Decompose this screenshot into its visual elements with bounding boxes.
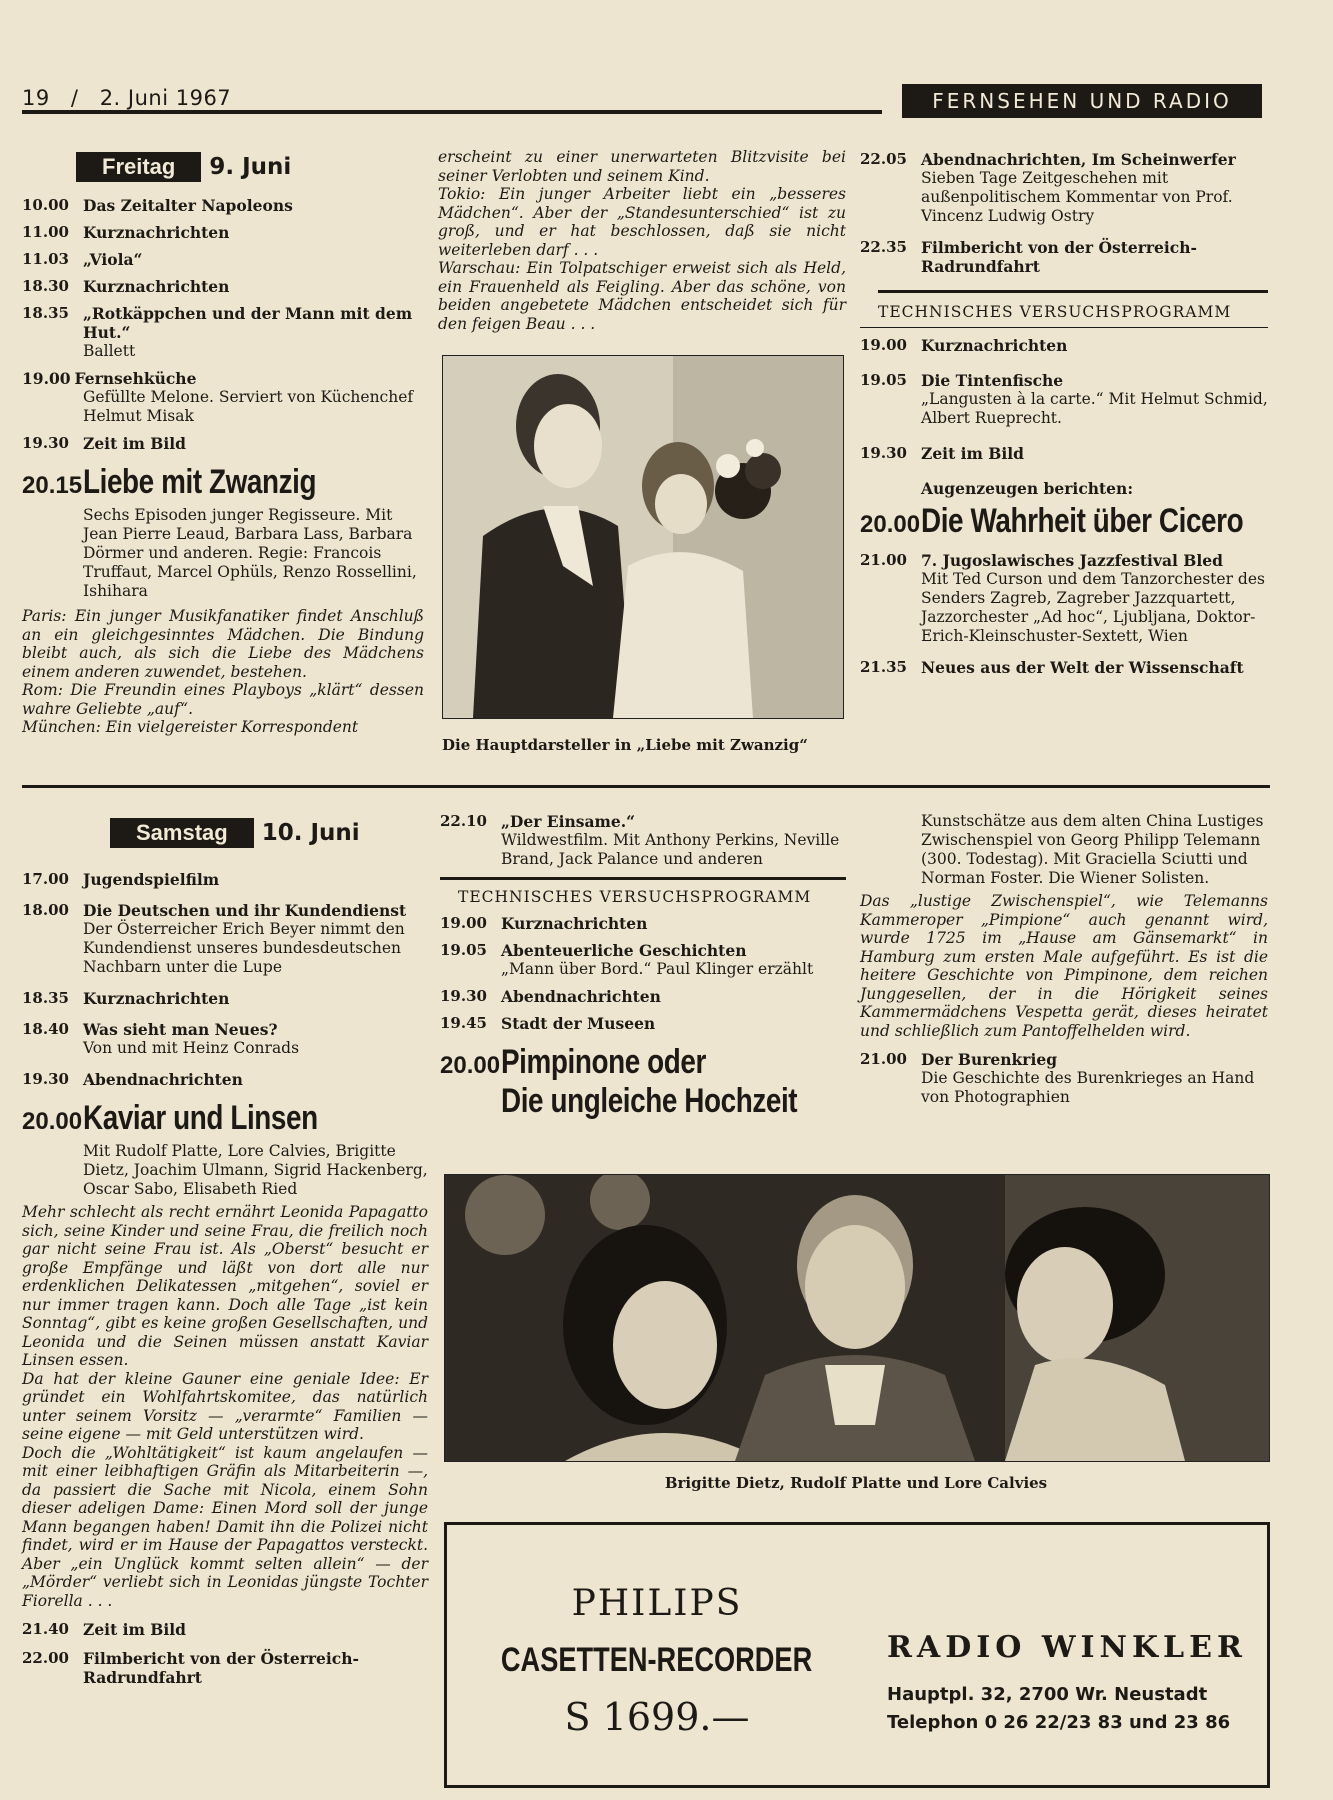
- program-entry: 18.35 „Rotkäppchen und der Mann mit dem Hut.“: [22, 304, 413, 342]
- feature-heading: [22, 463, 424, 502]
- ad-price: S 1699.—: [564, 1695, 750, 1739]
- program-entry: 21.40 Zeit im Bild: [22, 1620, 187, 1639]
- program-subtitle: Wildwestfilm. Mit Anthony Perkins, Neville Brand, Jack Palance und anderen: [501, 831, 840, 868]
- feature-text: Paris: Ein junger Musikfanatiker findet Anschluß an ein gleichgesinntes Mädchen. Die Bindung bleibt auch, als sich die Liebe des Mädchens einem anderen zuwendet, bestehen.: [22, 607, 424, 681]
- friday-column-1: [22, 152, 424, 737]
- program-entry: 21.35 Neues aus der Welt der Wissenschaft: [860, 658, 1244, 677]
- photo-image: [445, 1175, 1269, 1461]
- feature-title: Die Wahrheit über Cicero: [921, 502, 1244, 540]
- day-date: 10. Juni: [261, 820, 360, 846]
- divider: [860, 327, 1268, 328]
- program-description: Kunstschätze aus dem alten China Lustiges Zwischenspiel von Georg Philipp Telemann (300. Todestag). Mit Graciella Sciutti und Norman Foster. Die Wiener Solisten.: [921, 812, 1264, 887]
- program-entry: 21.00 Der Burenkrieg: [860, 1050, 1058, 1069]
- program-entry: 17.00 Jugendspielfilm: [22, 870, 220, 889]
- feature-text: Da hat der kleine Gauner eine geniale Idee: Er gründet ein Wohlfahrtskomitee, das natürlich unter seinem Vorsitz — „verarmte“ Familien — seine eigene — mit Geld unterstützen wird.: [22, 1369, 428, 1443]
- program-entry: 19.00 Kurznachrichten: [440, 914, 648, 933]
- program-subtitle: Der Österreicher Erich Beyer nimmt den Kundendienst unseres bundesdeutschen Nachbarn unter die Lupe: [83, 920, 405, 976]
- program-entry: 19.30 Abendnachrichten: [440, 987, 661, 1006]
- program-entry: 11.00 Kurznachrichten: [22, 223, 230, 242]
- ad-shop: RADIO WINKLER: [887, 1630, 1247, 1665]
- program-entry: 22.35 Filmbericht von der Österreich-Radrundfahrt: [860, 238, 1197, 276]
- saturday-photo: [444, 1174, 1270, 1462]
- ad-address: Hauptpl. 32, 2700 Wr. Neustadt: [887, 1684, 1208, 1705]
- feature-text: Doch die „Wohltätigkeit“ ist kaum angelaufen — mit einer leibhaftigen Gräfin als Mitarbeiterin —, da passiert die Sache mit Nicola, einem Sohn dieser adeligen Dame: Einen Mord soll der junge Mann begangen haben! Damit ihn die Polizei nicht findet, wird er im Hause der Papagattos versteckt. Aber „ein Unglück kommt selten allein“ — der „Mörder“ verliebt sich in Leonidas jüngste Tochter Fiorella . . .: [22, 1443, 428, 1610]
- program-subtitle: Die Geschichte des Burenkrieges an Hand von Photographien: [921, 1069, 1255, 1106]
- program-entry: 18.40 Was sieht man Neues?: [22, 1020, 278, 1039]
- feature-text: Rom: Die Freundin eines Playboys „klärt“ dessen wahre Geliebte „auf“.: [22, 681, 424, 718]
- program-entry: 10.00 Das Zeitalter Napoleons: [22, 196, 293, 215]
- ad-brand: PHILIPS: [571, 1583, 743, 1624]
- program-entry: 21.00 7. Jugoslawisches Jazzfestival Bled: [860, 551, 1223, 570]
- day-label: Freitag: [76, 152, 201, 182]
- page-number: 19: [22, 86, 50, 110]
- photo-image: [443, 356, 843, 718]
- program-entry: 18.35 Kurznachrichten: [22, 989, 230, 1008]
- saturday-day-header: [110, 818, 428, 848]
- friday-photo: [442, 355, 844, 719]
- feature-text: München: Ein vielgereister Korrespondent: [22, 718, 359, 736]
- program-entry: 22.00 Filmbericht von der Österreich-Radrundfahrt: [22, 1649, 359, 1687]
- feature-text: erscheint zu einer unerwarteten Blitzvisite bei seiner Verlobten und seinem Kind.: [438, 148, 846, 185]
- day-date: 9. Juni: [209, 154, 292, 180]
- feature-heading: [22, 1099, 428, 1138]
- feature-heading: [860, 502, 1268, 541]
- header-separator: /: [70, 86, 79, 110]
- feature-text: Mehr schlecht als recht ernährt Leonida Papagatto sich, seine Kinder und seine Frau, die freilich noch gar nicht seine Frau ist. Als „Oberst“ besucht er große Empfänge und läßt von dort alle nur erdenklichen Delikatessen „mitgehen“, soviel er nur immer tragen kann. Doch alle Tage „ist kein Sonntag“, gibt es keine großen Gesellschaften, und Leonida und die Seinen müssen anstatt Kaviar Linsen essen.: [22, 1203, 428, 1369]
- feature-text: Das „lustige Zwischenspiel“, wie Telemanns Kammeroper „Pimpione“ auch genannt wird, wurde 1725 im „Hause am Gänsemarkt“ in Hamburg zum ersten Male aufgeführt. Es ist die heitere Geschichte von Pimpinone, dem reichen Junggesellen, der in die Hörigkeit seines Kammermädchens Vespetta gerät, dieses heiratet und schließlich zum Pantoffelhelden wird.: [860, 892, 1268, 1040]
- program-subtitle: Mit Ted Curson und dem Tanzorchester des Senders Zagreb, Zagreber Jazzquartett, Jazzorchester „Ad hoc“, Ljubljana, Doktor-Erich-Kleinschuster-Sextett, Wien: [921, 570, 1265, 645]
- program-entry: 18.00 Die Deutschen und ihr Kundendienst: [22, 901, 407, 920]
- program-entry: 18.30 Kurznachrichten: [22, 277, 230, 296]
- saturday-column-1: [22, 818, 428, 1687]
- program-subtitle: Von und mit Heinz Conrads: [83, 1039, 300, 1057]
- advertisement: [444, 1522, 1270, 1788]
- feature-time: 20.00: [860, 511, 921, 538]
- feature-text: Warschau: Ein Tolpatschiger erweist sich als Held, ein Frauenheld als Feigling. Aber das schöne, von beiden angebetete Mädchen entscheidet sich für den feigen Beau . . .: [438, 259, 846, 333]
- feature-time: 20.15: [22, 472, 83, 499]
- program-entry: 19.05 Abenteuerliche Geschichten: [440, 941, 747, 960]
- friday-photo-caption: Die Hauptdarsteller in „Liebe mit Zwanzig“: [442, 736, 808, 754]
- issue-date: 2. Juni 1967: [99, 86, 232, 110]
- program-entry: 19.30 Zeit im Bild: [22, 434, 187, 453]
- day-label: Samstag: [110, 818, 254, 848]
- feature-description: Sechs Episoden junger Regisseure. Mit Jean Pierre Leaud, Barbara Lass, Barbara Dörmer und anderen. Regie: Francois Truffaut, Marcel Ophüls, Renzo Rossellini, Ishihara: [83, 506, 417, 600]
- header-rule: [22, 110, 882, 114]
- feature-title: Kaviar und Linsen: [83, 1099, 318, 1137]
- program-entry: 11.03 „Viola“: [22, 250, 143, 269]
- saturday-column-2: [440, 812, 846, 1121]
- tech-program-title: TECHNISCHES VERSUCHSPROGRAMM: [878, 303, 1232, 321]
- tech-program-title: TECHNISCHES VERSUCHSPROGRAMM: [458, 888, 812, 906]
- feature-heading: [440, 1043, 846, 1121]
- program-subtitle: Gefüllte Melone. Serviert von Küchenchef Helmut Misak: [83, 388, 414, 425]
- program-entry: 19.30 Abendnachrichten: [22, 1070, 243, 1089]
- feature-title: Pimpinone oder: [501, 1043, 706, 1081]
- friday-column-2: [438, 148, 846, 333]
- program-entry: 19.00 Kurznachrichten: [860, 336, 1068, 355]
- program-entry: 19.30 Zeit im Bild: [860, 444, 1025, 463]
- program-entry: 19.00 Fernsehküche: [22, 369, 197, 388]
- program-entry: 22.10 „Der Einsame.“: [440, 812, 636, 831]
- day-separator: [22, 785, 1270, 788]
- feature-time: 20.00: [22, 1108, 83, 1135]
- ad-product: CASETTEN-RECORDER: [501, 1641, 813, 1679]
- section-title: FERNSEHEN UND RADIO: [902, 84, 1262, 118]
- page-header: [22, 86, 231, 110]
- divider: [440, 877, 846, 880]
- program-entry: 22.05 Abendnachrichten, Im Scheinwerfer: [860, 150, 1236, 169]
- feature-text: Tokio: Ein junger Arbeiter liebt ein „besseres Mädchen“. Aber der „Standesunterschied“ ist zu groß, und er hat beschlossen, daß sie nicht weiterleben darf . . .: [438, 185, 846, 259]
- program-subtitle: Sieben Tage Zeitgeschehen mit außenpolitischem Kommentar von Prof. Vincenz Ludwig Ostry: [921, 169, 1233, 225]
- friday-day-header: [76, 152, 424, 182]
- divider: [878, 290, 1268, 293]
- program-entry: 19.05 Die Tintenfische: [860, 371, 1064, 390]
- witness-label: Augenzeugen berichten:: [921, 479, 1134, 498]
- program-subtitle: Ballett: [83, 342, 136, 360]
- friday-column-3: [860, 150, 1268, 677]
- program-entry: 19.45 Stadt der Museen: [440, 1014, 656, 1033]
- program-subtitle: „Mann über Bord.“ Paul Klinger erzählt: [501, 960, 814, 978]
- program-subtitle: „Langusten à la carte.“ Mit Helmut Schmid, Albert Rueprecht.: [921, 390, 1268, 427]
- saturday-photo-caption: Brigitte Dietz, Rudolf Platte und Lore Calvies: [664, 1474, 1048, 1492]
- feature-title: Die ungleiche Hochzeit: [501, 1082, 798, 1120]
- saturday-column-3: [860, 812, 1268, 1107]
- feature-time: 20.00: [440, 1052, 501, 1079]
- feature-title: Liebe mit Zwanzig: [83, 463, 317, 501]
- feature-description: Mit Rudolf Platte, Lore Calvies, Brigitte Dietz, Joachim Ulmann, Sigrid Hackenberg, Oscar Sabo, Elisabeth Ried: [83, 1142, 428, 1198]
- ad-phone: Telephon 0 26 22/23 83 und 23 86: [887, 1712, 1231, 1733]
